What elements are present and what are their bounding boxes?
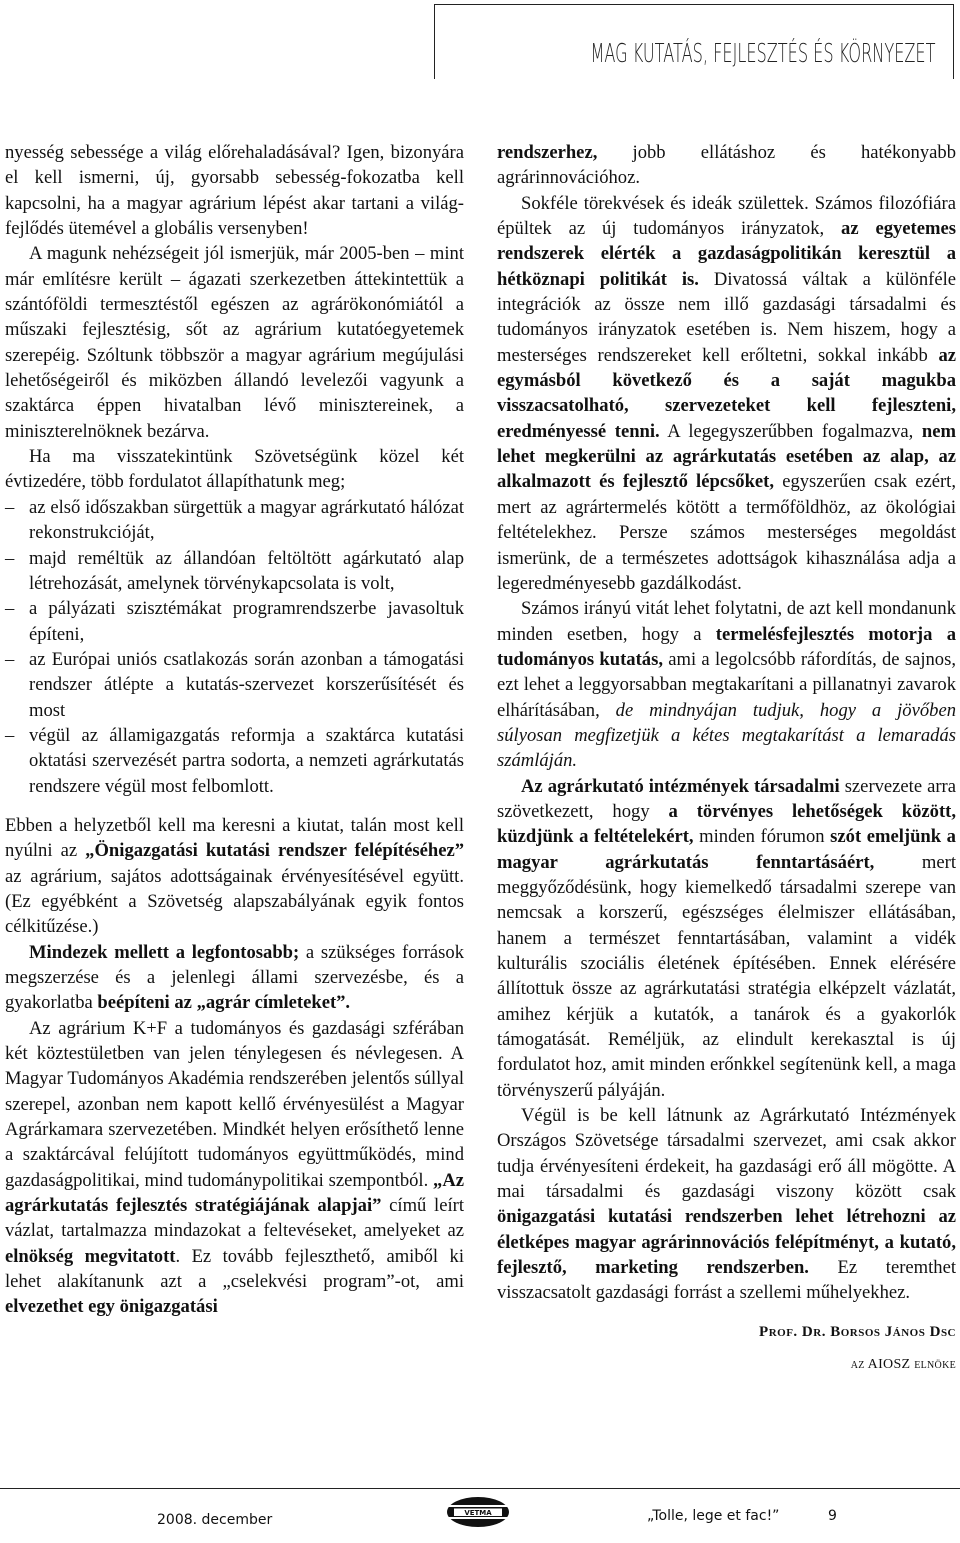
- text-run: Számos irányú vitát lehet folytatni, de azt kell mondanunk minden esetben, hogy a: [497, 598, 956, 645]
- footer-motto: „Tolle, lege et fac!”: [647, 1508, 780, 1524]
- text-run: szervezete arra szövetkezett, hogy: [497, 775, 957, 822]
- list-item: – a pályázati szisztémákat programrendszerbe javasoltuk építeni,: [5, 596, 464, 647]
- text-run: Az agrárium K+F a tudományos és gazdasági szférában két köztestületben van jelen ténylegesen és névlegesen. A Magyar Tudományos Akadémia rendszerében jelentős súllyal szerepel, azonban nem kapott kellő érvényesülést a Magyar Agrárkamara szervezetében. Mindkét helyen erősíthető lenne a szaktárcával felújított tudományos együttműködés, mind gazdaságpolitikai, mind tudománypolitikai szempontból.: [5, 1017, 464, 1191]
- paragraph: [497, 596, 956, 773]
- issue-date: 2008. december: [157, 1512, 273, 1528]
- bold-text: az egyetemes rendszerek elérték a gazdaságpolitikán keresztül a hétköznapi politikát is.: [497, 218, 956, 290]
- text-run: Sokféle törekvések és ideák születtek. Számos filozófiára épültek az új tudományos irányzatok,: [497, 192, 956, 240]
- text-run: egyszerűen csak ezért, mert az agrártermelés kötött a termőföldhöz, az ökológiai feltételekhez. Persze számos mesterséges megoldást ismerünk, de a természetes adottságok kihasználása adja a legeredményesebb gazdálkodást.: [497, 471, 956, 594]
- text-run: Divatossá váltak a különféle integrációk az össze nem illő gazdasági társadalmi és tudományos irányzatok esetében is. Nem hiszem, hogy a mesterséges rendszereket kell erőltetni, sokkal inkább: [497, 268, 957, 366]
- footer-rule: [0, 1488, 960, 1489]
- paragraph: [497, 191, 956, 597]
- paragraph: [497, 774, 956, 1103]
- text-run: mert meggyőződésünk, hogy kiemelkedő társadalmi szerepe van nemcsak a korszerű, egészséges élelmiszer ellátásában, hanem a természet fenntartásában, valamint a vidék kulturális szociális életének építésében. Ennek elérésére állítottuk össze az agrárkutatási stratégia elképzelt vázlatát, amihez kérjük a kutatók, a tanárok és a gyakorlók támogatását. Reméljük, az elindult kerekasztal is új fordulatot hoz, amit minden erőnkkel segítenünk kell, a maga törvényszerű pályáján.: [497, 851, 956, 1101]
- dash-list: [5, 495, 464, 799]
- text-run: Ez teremthet visszacsatolt gazdasági forrást a szellemi műhelyekhez.: [497, 1257, 956, 1304]
- bold-text: a törvényes lehetőségek között, küzdjünk a feltételekért,: [497, 800, 956, 848]
- list-item: – végül az államigazgatás reformja a szaktárca kutatási oktatási szervezését partra sodorta, a nemzeti agrárkutatás rendszere végül most felbomlott.: [5, 723, 464, 799]
- bold-text: Mindezek mellett a legfontosabb;: [29, 941, 300, 963]
- right-column: [497, 140, 956, 1379]
- text-run: a szükséges források megszerzése és a jelenlegi állami szervezésbe, és a gyakorlatba: [5, 941, 464, 1014]
- bold-text: elnökség megvitatott: [5, 1245, 176, 1267]
- paragraph: A magunk nehézségeit jól ismerjük, már 2005-ben – mint már említésre került – ágazati szerkezetben áttekintettük a szántóföldi termesztéstől egészen az agrárökonómiától a műszaki fejlesztésig, sőt az agrárium kutatóegyetemek szerepéig. Szóltunk többször a magyar agrárium megújulási lehetőségeiről és miközben állandó levelezői vagyunk a szaktárca éppen hivatalban lévő minisztereinek, a miniszterelnöknek bezárva.: [5, 243, 464, 442]
- paragraph: [5, 813, 464, 940]
- paragraph: [497, 140, 956, 191]
- bold-text: rendszerhez,: [497, 142, 598, 163]
- text-run: A legegyszerűbben fogalmazva,: [659, 420, 922, 442]
- vetma-logo-icon: [446, 1496, 510, 1528]
- bold-text: Az agrárkutató intézmények társadalmi: [521, 775, 840, 797]
- text-run: minden fórumon: [693, 826, 831, 848]
- paragraph: [497, 1103, 956, 1306]
- paragraph: nyesség sebessége a világ előrehaladásával? Igen, bizonyára el kell ismerni, új, gyorsabb sebesség-fokozatba kell kapcsolni, ha a magyar agrárium lépést akar tartani a világ-fejlődés ütemével a globális versenyben!: [5, 142, 464, 240]
- bold-text: „Önigazgatási kutatási rendszer felépítéséhez”: [85, 840, 464, 862]
- svg-text:VETMA: VETMA: [464, 1509, 492, 1517]
- left-column: [5, 140, 464, 1320]
- paragraph: [5, 940, 464, 1016]
- bold-text: az egymásból következő és a saját magukba visszacsatolható, szervezeteket kell fejleszteni, eredményessé tenni.: [497, 344, 956, 442]
- bold-text: szót emeljünk a magyar agrárkutatás fenntartásáért,: [497, 826, 956, 873]
- section-title: MAG KUTATÁS, FEJLESZTÉS ÉS KÖRNYEZET: [589, 39, 935, 69]
- bold-text: elvezethet egy önigazgatási: [5, 1296, 218, 1318]
- paragraph: Ha ma visszatekintünk Szövetségünk közel két évtizedére, több fordulatot állapíthatunk meg;: [5, 446, 464, 493]
- bold-text: nem lehet megkerülni az agrárkutatás esetében az alap, az alkalmazott és fejlesztő lépcsőket,: [497, 420, 956, 493]
- list-item: – majd reméltük az állandóan feltöltött agárkutató alap létrehozását, amelynek törvénykapcsolata is volt,: [5, 546, 464, 597]
- text-run: . Ez tovább fejleszthető, amiből ki lehet alakítanunk azt a „cselekvési program”-ot, ami: [5, 1245, 464, 1293]
- list-item: – az Európai uniós csatlakozás során azonban a támogatási rendszer átlépte a kutatás-szervezet korszerűsítését és most: [5, 647, 464, 723]
- italic-text: de mindnyájan tudjuk, hogy a jövőben súlyosan megfizetjük a kétes megtakarítást a lemaradás számláján.: [497, 699, 956, 772]
- text-run: ami a legolcsóbb ráfordítás, de sajnos, ezt lehet a leggyorsabban megtakarítani a pillanatnyi zavarok elhárításában,: [497, 648, 956, 721]
- bold-text: „Az agrárkutatás fejlesztés stratégiájának alapjai”: [5, 1169, 464, 1217]
- bold-text: termelésfejlesztés motorja a tudományos kutatás,: [497, 623, 956, 670]
- text-run: című leírt vázlat, tartalmazza mindazokat a feltevéseket, amelyeket az: [5, 1195, 465, 1242]
- author-signature: PROF. DR. BORSOS JÁNOS DSC: [759, 1323, 956, 1340]
- text-run: Végül is be kell látnunk az Agrárkutató Intézmények Országos Szövetsége társadalmi szervezet, ami csak akkor tudja érvényesíteni érdekeit, ha gazdasági erő áll mögötte. A mai társadalmi és gazdasági viszony között csak: [497, 1105, 956, 1203]
- page-number: 9: [828, 1508, 837, 1524]
- bold-text: beépíteni az „agrár címleteket”.: [97, 992, 351, 1014]
- bold-text: önigazgatási kutatási rendszerben lehet létrehozni az életképes magyar agrárinnovációs felépítményt, a kutató, fejlesztő, marketing rendszerben.: [497, 1206, 956, 1279]
- paragraph: [5, 1016, 464, 1320]
- text-run: Ebben a helyzetből kell ma keresni a kiutat, talán most kell nyúlni az: [5, 814, 464, 862]
- text-run: jobb ellátáshoz és hatékonyabb agrárinnovációhoz.: [497, 142, 956, 189]
- header-frame: [434, 4, 954, 79]
- text-run: az agrárium, sajátos adottságainak érvényesítésével együtt. (Ez egyébként a Szövetség alapszabályának egyik fontos célkitűzése.): [5, 865, 464, 938]
- author-role: AZ AIOSZ ELNÖKE: [850, 1357, 956, 1373]
- list-item: – az első időszakban sürgettük a magyar agrárkutató hálózat rekonstrukcióját,: [5, 495, 464, 546]
